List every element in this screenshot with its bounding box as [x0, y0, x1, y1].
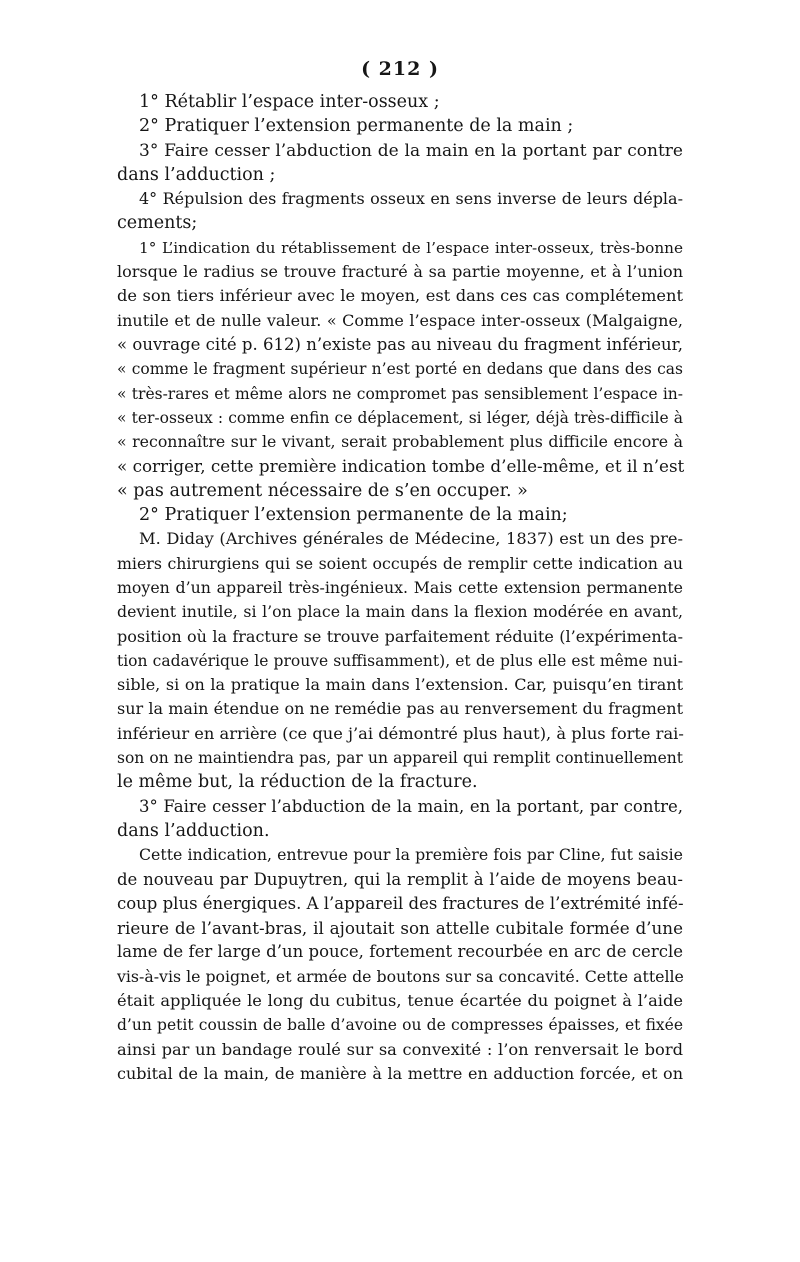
text-line: vis-à-vis le poignet, et armée de boutons sur sa concavité. Cette attelle	[117, 966, 684, 986]
text-line: position où la fracture se trouve parfaitement réduite (l’expérimenta-	[117, 626, 683, 646]
text-line: « reconnaître sur le vivant, serait probablement plus difficile encore à	[117, 432, 683, 452]
text-line: dans l’adduction.	[117, 820, 270, 841]
text-line: Cette indication, entrevue pour la première fois par Cline, fut saisie	[139, 845, 683, 865]
text-line: rieure de l’avant-bras, il ajoutait son attelle cubitale formée d’une	[117, 918, 683, 939]
text-line: « pas autrement nécessaire de s’en occuper. »	[117, 480, 528, 501]
text-line: « corriger, cette première indication tombe d’elle-même, et il n’est	[117, 456, 685, 477]
text-line: d’un petit coussin de balle d’avoine ou de compresses épaisses, et fixée	[117, 1016, 683, 1035]
text-line: moyen d’un appareil très-ingénieux. Mais cette extension permanente	[117, 577, 683, 597]
text-line: 2° Pratiquer l’extension permanente de la main ;	[139, 116, 574, 137]
text-line: son on ne maintiendra pas, par un appareil qui remplit continuellement	[117, 749, 683, 768]
text-line: « très-rares et même alors ne compromet pas sensiblement l’espace in-	[117, 384, 683, 403]
text-line: de nouveau par Dupuytren, qui la remplit à l’aide de moyens beau-	[117, 869, 683, 889]
text-line: 3° Faire cesser l’abduction de la main en la portant par contre	[139, 140, 683, 161]
text-line: 1° L’indication du rétablissement de l’espace inter-osseux, très-bonne	[139, 238, 683, 257]
text-line: devient inutile, si l’on place la main dans la flexion modérée en avant,	[117, 602, 683, 622]
text-line: inférieur en arrière (ce que j’ai démontré plus haut), à plus forte rai-	[117, 723, 684, 743]
text-line: cubital de la main, de manière à la mettre en adduction forcée, et on	[117, 1063, 683, 1083]
text-line: lame de fer large d’un pouce, fortement recourbée en arc de cercle	[117, 942, 683, 962]
text-line: 2° Pratiquer l’extension permanente de la main;	[139, 505, 568, 526]
text-line: 3° Faire cesser l’abduction de la main, en la portant, par contre,	[139, 796, 683, 816]
text-line: dans l’adduction ;	[117, 164, 276, 185]
text-line: de son tiers inférieur avec le moyen, est dans ces cas complétement	[117, 286, 683, 306]
text-line: « ouvrage cité p. 612) n’existe pas au niveau du fragment inférieur,	[117, 334, 683, 354]
text-line: 4° Répulsion des fragments osseux en sens inverse de leurs dépla-	[139, 189, 683, 209]
text-line: M. Diday (Archives générales de Médecine, 1837) est un des pre-	[139, 529, 683, 549]
text-line: était appliquée le long du cubitus, tenue écartée du poignet à l’aide	[117, 990, 683, 1010]
text-line: tion cadavérique le prouve suffisamment), et de plus elle est même nui-	[117, 651, 683, 670]
text-line: miers chirurgiens qui se soient occupés de remplir cette indication au	[117, 553, 683, 573]
text-line: sible, si on la pratique la main dans l’extension. Car, puisqu’en tirant	[117, 675, 683, 695]
text-line: inutile et de nulle valeur. « Comme l’espace inter-osseux (Malgaigne,	[117, 310, 683, 330]
text-line: lorsque le radius se trouve fracturé à sa partie moyenne, et à l’union	[117, 262, 683, 282]
text-line: sur la main étendue on ne remédie pas au renversement du fragment	[117, 699, 683, 719]
text-line: le même but, la réduction de la fracture.	[117, 772, 478, 793]
text-line: « comme le fragment supérieur n’est porté en dedans que dans des cas	[117, 360, 683, 379]
text-line: « ter-osseux : comme enfin ce déplacement, si léger, déjà très-difficile à	[117, 408, 683, 427]
text-line: coup plus énergiques. A l’appareil des fractures de l’extrémité infé-	[117, 893, 684, 913]
text-line: ainsi par un bandage roulé sur sa convexité : l’on renversait le bord	[117, 1039, 683, 1059]
body-text	[117, 90, 683, 1086]
page-number: ( 212 )	[361, 58, 439, 80]
text-line: cements;	[117, 213, 198, 234]
text-line: 1° Rétablir l’espace inter-osseux ;	[139, 92, 440, 112]
